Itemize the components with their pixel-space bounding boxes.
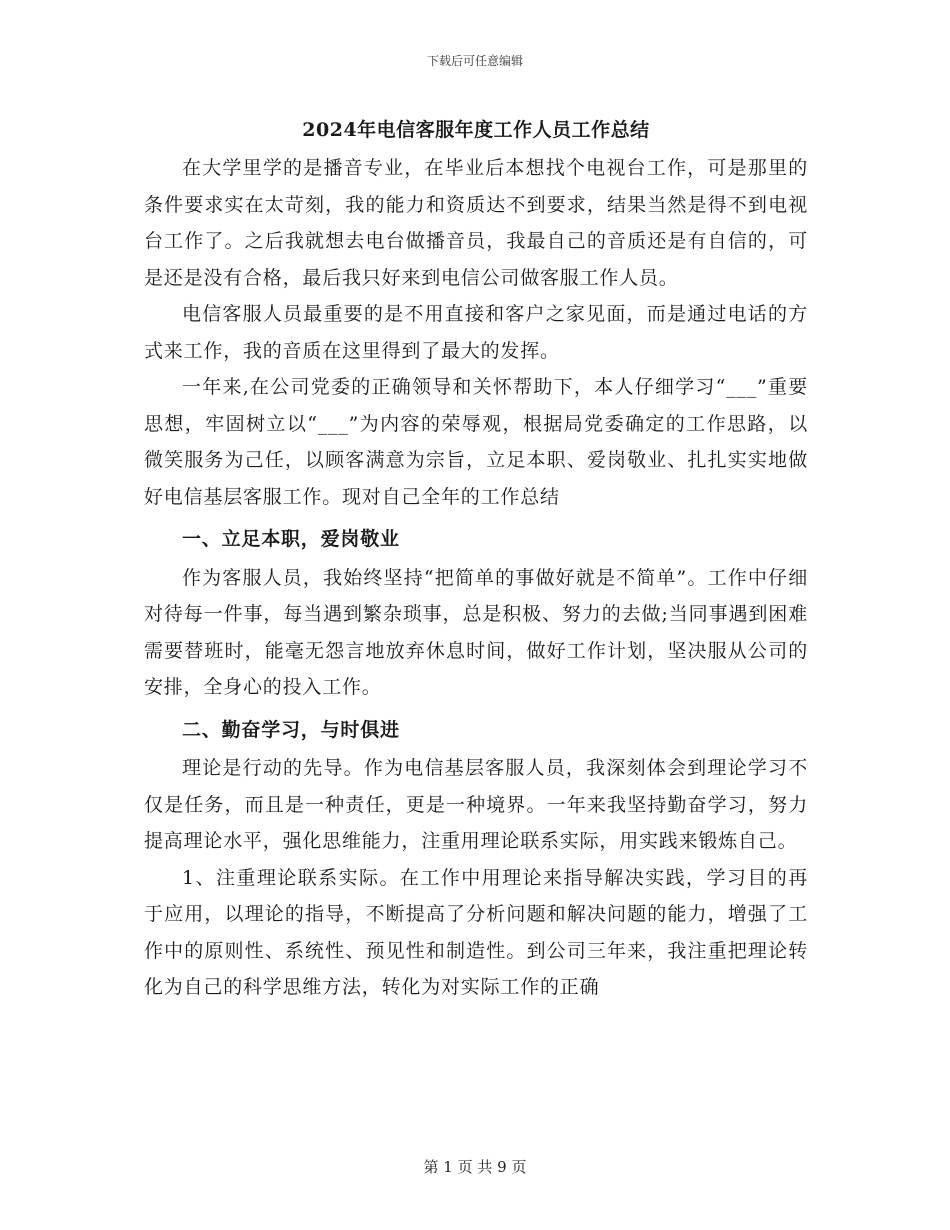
- section-2-point-1: 1、注重理论联系实际。在工作中用理论来指导解决实践，学习目的再于应用，以理论的指导，不断提高了分析问题和解决问题的能力，增强了工作中的原则性、系统性、预见性和制造性。到公司三年来，我注重把理论转化为自己的科学思维方法，转化为对实际工作的正确: [144, 866, 808, 998]
- section-2-paragraph: 理论是行动的先导。作为电信基层客服人员，我深刻体会到理论学习不仅是任务，而且是一种责任，更是一种境界。一年来我坚持勤奋学习，努力提高理论水平，强化思维能力，注重用理论联系实际，用实践来锻炼自己。: [144, 757, 808, 852]
- intro-paragraph-3: 一年来,在公司党委的正确领导和关怀帮助下，本人仔细学习“___”重要思想，牢固树立以“___”为内容的荣辱观，根据局党委确定的工作思路，以微笑服务为己任，以顾客满意为宗旨，立足本职、爱岗敬业、扎扎实实地做好电信基层客服工作。现对自己全年的工作总结: [144, 376, 808, 508]
- page-header-note: 下载后可任意编辑: [426, 54, 523, 68]
- section-1-heading: 一、立足本职，爱岗敬业: [182, 528, 400, 550]
- intro-paragraph-2: 电信客服人员最重要的是不用直接和客户之家见面，而是通过电话的方式来工作，我的音质在这里得到了最大的发挥。: [144, 303, 808, 362]
- document-body: [144, 112, 808, 1006]
- document-title: 2024年电信客服年度工作人员工作总结: [302, 119, 650, 141]
- intro-paragraph-1: 在大学里学的是播音专业，在毕业后本想找个电视台工作，可是那里的条件要求实在太苛刻，我的能力和资质达不到要求，结果当然是得不到电视台工作了。之后我就想去电台做播音员，我最自己的音质还是有自信的，可是还是没有合格，最后我只好来到电信公司做客服工作人员。: [144, 157, 808, 289]
- section-2-heading: 二、勤奋学习，与时俱进: [182, 718, 400, 741]
- page-number: 第 1 页 共 9 页: [423, 1158, 527, 1176]
- section-1-paragraph: 作为客服人员，我始终坚持“把简单的事做好就是不简单”。工作中仔细对待每一件事，每当遇到繁杂琐事，总是积极、努力的去做;当同事遇到困难需要替班时，能毫无怨言地放弃休息时间，做好工作计划，坚决服从公司的安排，全身心的投入工作。: [144, 566, 808, 698]
